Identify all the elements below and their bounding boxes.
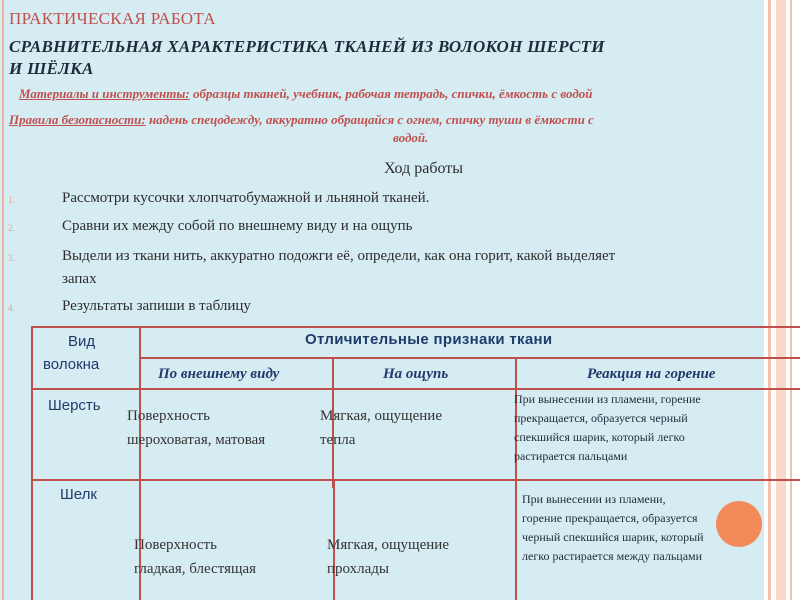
silk-appearance-line-2: гладкая, блестящая: [134, 561, 257, 577]
materials-line: [19, 86, 593, 102]
group-header: Отличительные признаки ткани: [305, 331, 553, 348]
step-3-line-1: Выдели из ткани нить, аккуратно подожги её, определи, как она горит, какой выделяет: [62, 248, 616, 264]
step-number: 4.: [8, 303, 15, 313]
wool-appearance-line-1: Поверхность: [127, 408, 210, 424]
silk-burning-line-3: черный спекшийся шарик, который: [522, 530, 704, 544]
left-border-line: [2, 0, 4, 600]
sub-header-appearance: По внешнему виду: [158, 366, 280, 382]
silk-burning-line-2: горение прекращается, образуется: [522, 511, 698, 525]
table-border-left: [31, 326, 33, 600]
silk-touch-line-1: Мягкая, ощущение: [327, 537, 449, 553]
work-type-label: ПРАКТИЧЕСКАЯ РАБОТА: [9, 9, 216, 28]
silk-burning-line-4: легко растирается между пальцами: [522, 549, 703, 563]
safety-line-1: [9, 112, 594, 128]
silk-appearance-line-1: Поверхность: [134, 537, 217, 553]
fiber-wool: Шерсть: [48, 397, 101, 414]
wool-burning-line-4: растирается пальцами: [514, 449, 628, 463]
step-4: Результаты запиши в таблицу: [62, 298, 251, 314]
step-2: Сравни их между собой по внешнему виду и на ощупь: [62, 218, 413, 234]
silk-burning-line-1: При вынесении из пламени,: [522, 492, 666, 506]
procedure-heading: Ход работы: [384, 160, 463, 177]
fiber-silk: Шелк: [60, 486, 97, 503]
wool-burning-line-1: При вынесении из пламени, горение: [514, 392, 701, 406]
step-3-line-2: запах: [62, 271, 97, 287]
title-line-1: СРАВНИТЕЛЬНАЯ ХАРАКТЕРИСТИКА ТКАНЕЙ ИЗ ВОЛОКОН ШЕРСТИ: [9, 37, 605, 56]
title-line-2: И ШЁЛКА: [9, 59, 94, 78]
table-header-divider: [139, 357, 800, 359]
column-header-line-2: волокна: [43, 356, 100, 373]
step-1: Рассмотри кусочки хлопчатобумажной и льняной тканей.: [62, 190, 430, 206]
wool-touch-line-2: тепла: [320, 432, 356, 448]
column-header-line-1: Вид: [68, 333, 96, 350]
right-decorative-stripe: [764, 0, 800, 600]
decorative-circle: [716, 501, 762, 547]
wool-touch-line-1: Мягкая, ощущение: [320, 408, 442, 424]
step-number: 3.: [8, 253, 15, 263]
wool-burning-line-2: прекращается, образуется черный: [514, 411, 688, 425]
safety-text-1: надень спецодежду, аккуратно обращайся с огнем, спичку туши в ёмкости с: [145, 112, 594, 127]
materials-text: образцы тканей, учебник, рабочая тетрадь, спички, ёмкость с водой: [189, 86, 593, 101]
table-border-top: [31, 326, 800, 328]
safety-line-2: водой.: [393, 130, 429, 145]
wool-appearance-line-2: шероховатая, матовая: [127, 432, 266, 448]
sub-header-touch: На ощупь: [383, 366, 449, 382]
safety-heading: Правила безопасности:: [9, 112, 146, 127]
step-number: 1.: [8, 195, 15, 205]
materials-heading: Материалы и инструменты:: [19, 86, 190, 101]
wool-burning-line-3: спекшийся шарик, который легко: [514, 430, 685, 444]
table-row-divider: [31, 479, 800, 481]
sub-header-burning: Реакция на горение: [587, 366, 716, 382]
silk-touch-line-2: прохлады: [327, 561, 390, 577]
step-number: 2.: [8, 223, 15, 233]
